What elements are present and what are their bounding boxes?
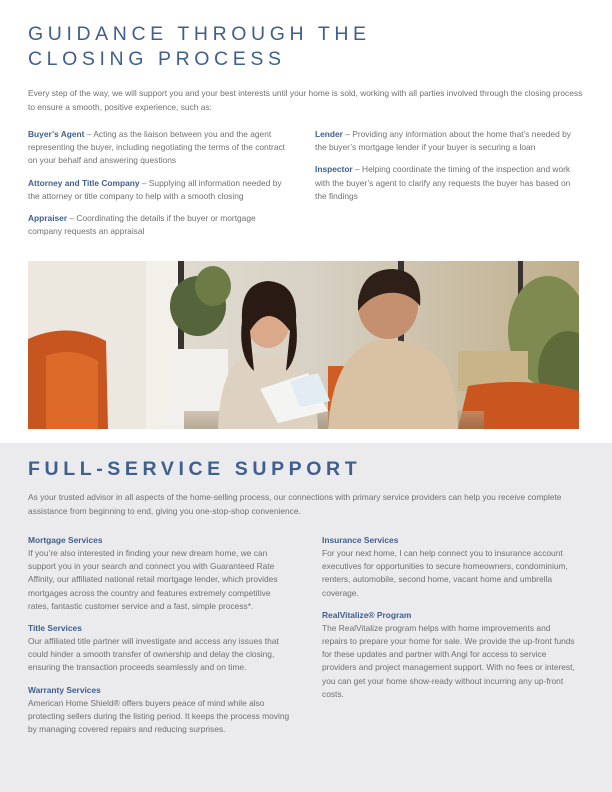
full-service-title: FULL-SERVICE SUPPORT: [28, 458, 362, 480]
party-label: Inspector: [315, 164, 353, 175]
meeting-photo: [28, 261, 579, 429]
party-appraiser: [28, 212, 290, 238]
services-right-column: [322, 534, 578, 710]
closing-left-column: [28, 128, 290, 247]
party-label: Attorney and Title Company: [28, 177, 140, 188]
party-label: Lender: [315, 129, 343, 139]
service-heading: Mortgage Services: [28, 535, 103, 545]
party-text: – Providing any information about the home that’s needed by the buyer’s mortgage lender if your buyer is securing a loan: [315, 129, 571, 153]
party-text: – Coordinating the details if the buyer or mortgage company requests an appraisal: [28, 213, 256, 237]
service-warranty: [28, 684, 290, 737]
services-left-column: [28, 534, 290, 745]
party-inspector: [315, 163, 579, 203]
party-text: – Acting as the liaison between you and the agent representing the buyer, including negotiating the terms of the contract on your behalf and answering questions: [28, 129, 285, 166]
party-attorney-title: [28, 177, 290, 203]
title-line-1: GUIDANCE THROUGH THE: [28, 23, 371, 45]
service-text: Our affiliated title partner will investigate and access any issues that could hinder a smooth transfer of ownership and delay the closing, ensuring the transaction proceeds seamlessly and on time.: [28, 636, 279, 673]
service-insurance: [322, 534, 578, 600]
party-label: Buyer’s Agent: [28, 129, 85, 139]
service-heading: Insurance Services: [322, 535, 399, 545]
service-text: If you’re also interested in finding your new dream home, we can support you in your search and connect you with Guaranteed Rate Affinity, our affiliated national retail mortgage lender, which provides mortgages across the country and features extremely competitive rates, fantastic customer service and a fast, simple process*.: [28, 548, 278, 611]
service-mortgage: [28, 534, 290, 613]
service-text: For your next home, I can help connect you to insurance account executives for opportunities to secure homeowners, condominium, renters, automobile, second home, vacant home and umbrella coverage.: [322, 548, 568, 598]
service-heading: Warranty Services: [28, 684, 101, 695]
service-text: The RealVitalize program helps with home improvements and repairs to prepare your home for sale. We provide the up-front funds for these updates and partner with Angi for access to service providers and project management support. With no fees or interest, you can get your home show-ready without incurring any up-front costs.: [322, 622, 575, 699]
service-title: [28, 622, 290, 675]
closing-process-title: [28, 22, 588, 72]
party-buyers-agent: [28, 128, 290, 168]
title-line-2: CLOSING PROCESS: [28, 48, 286, 70]
meeting-photo-illustration: [28, 261, 579, 429]
service-text: American Home Shield® offers buyers peace of mind while also protecting sellers during the listing period. It keeps the process moving by managing covered repairs and reducing surprises.: [28, 697, 290, 735]
closing-right-column: [315, 128, 579, 212]
party-label: Appraiser: [28, 213, 68, 224]
service-realvitalize: [322, 609, 578, 701]
full-service-intro: As your trusted advisor in all aspects of the home-selling process, our connections with primary service providers can help you receive complete assistance from beginning to end, giving you one-stop-shop convenience.: [28, 492, 562, 516]
party-lender: [315, 128, 579, 154]
service-heading: Title Services: [28, 623, 82, 634]
party-text: – Helping coordinate the timing of the inspection and work with the buyer’s agent to clarify any requests the buyer has based on the findings: [315, 164, 571, 201]
closing-process-intro: Every step of the way, we will support you and your best interests until your home is sold, working with all parties involved through the closing process to ensure a smooth, positive experience, such as:: [28, 88, 583, 112]
party-text: – Supplying all information needed by the attorney or title company to help with a smooth closing: [28, 177, 282, 201]
service-heading: RealVitalize® Program: [322, 609, 412, 620]
